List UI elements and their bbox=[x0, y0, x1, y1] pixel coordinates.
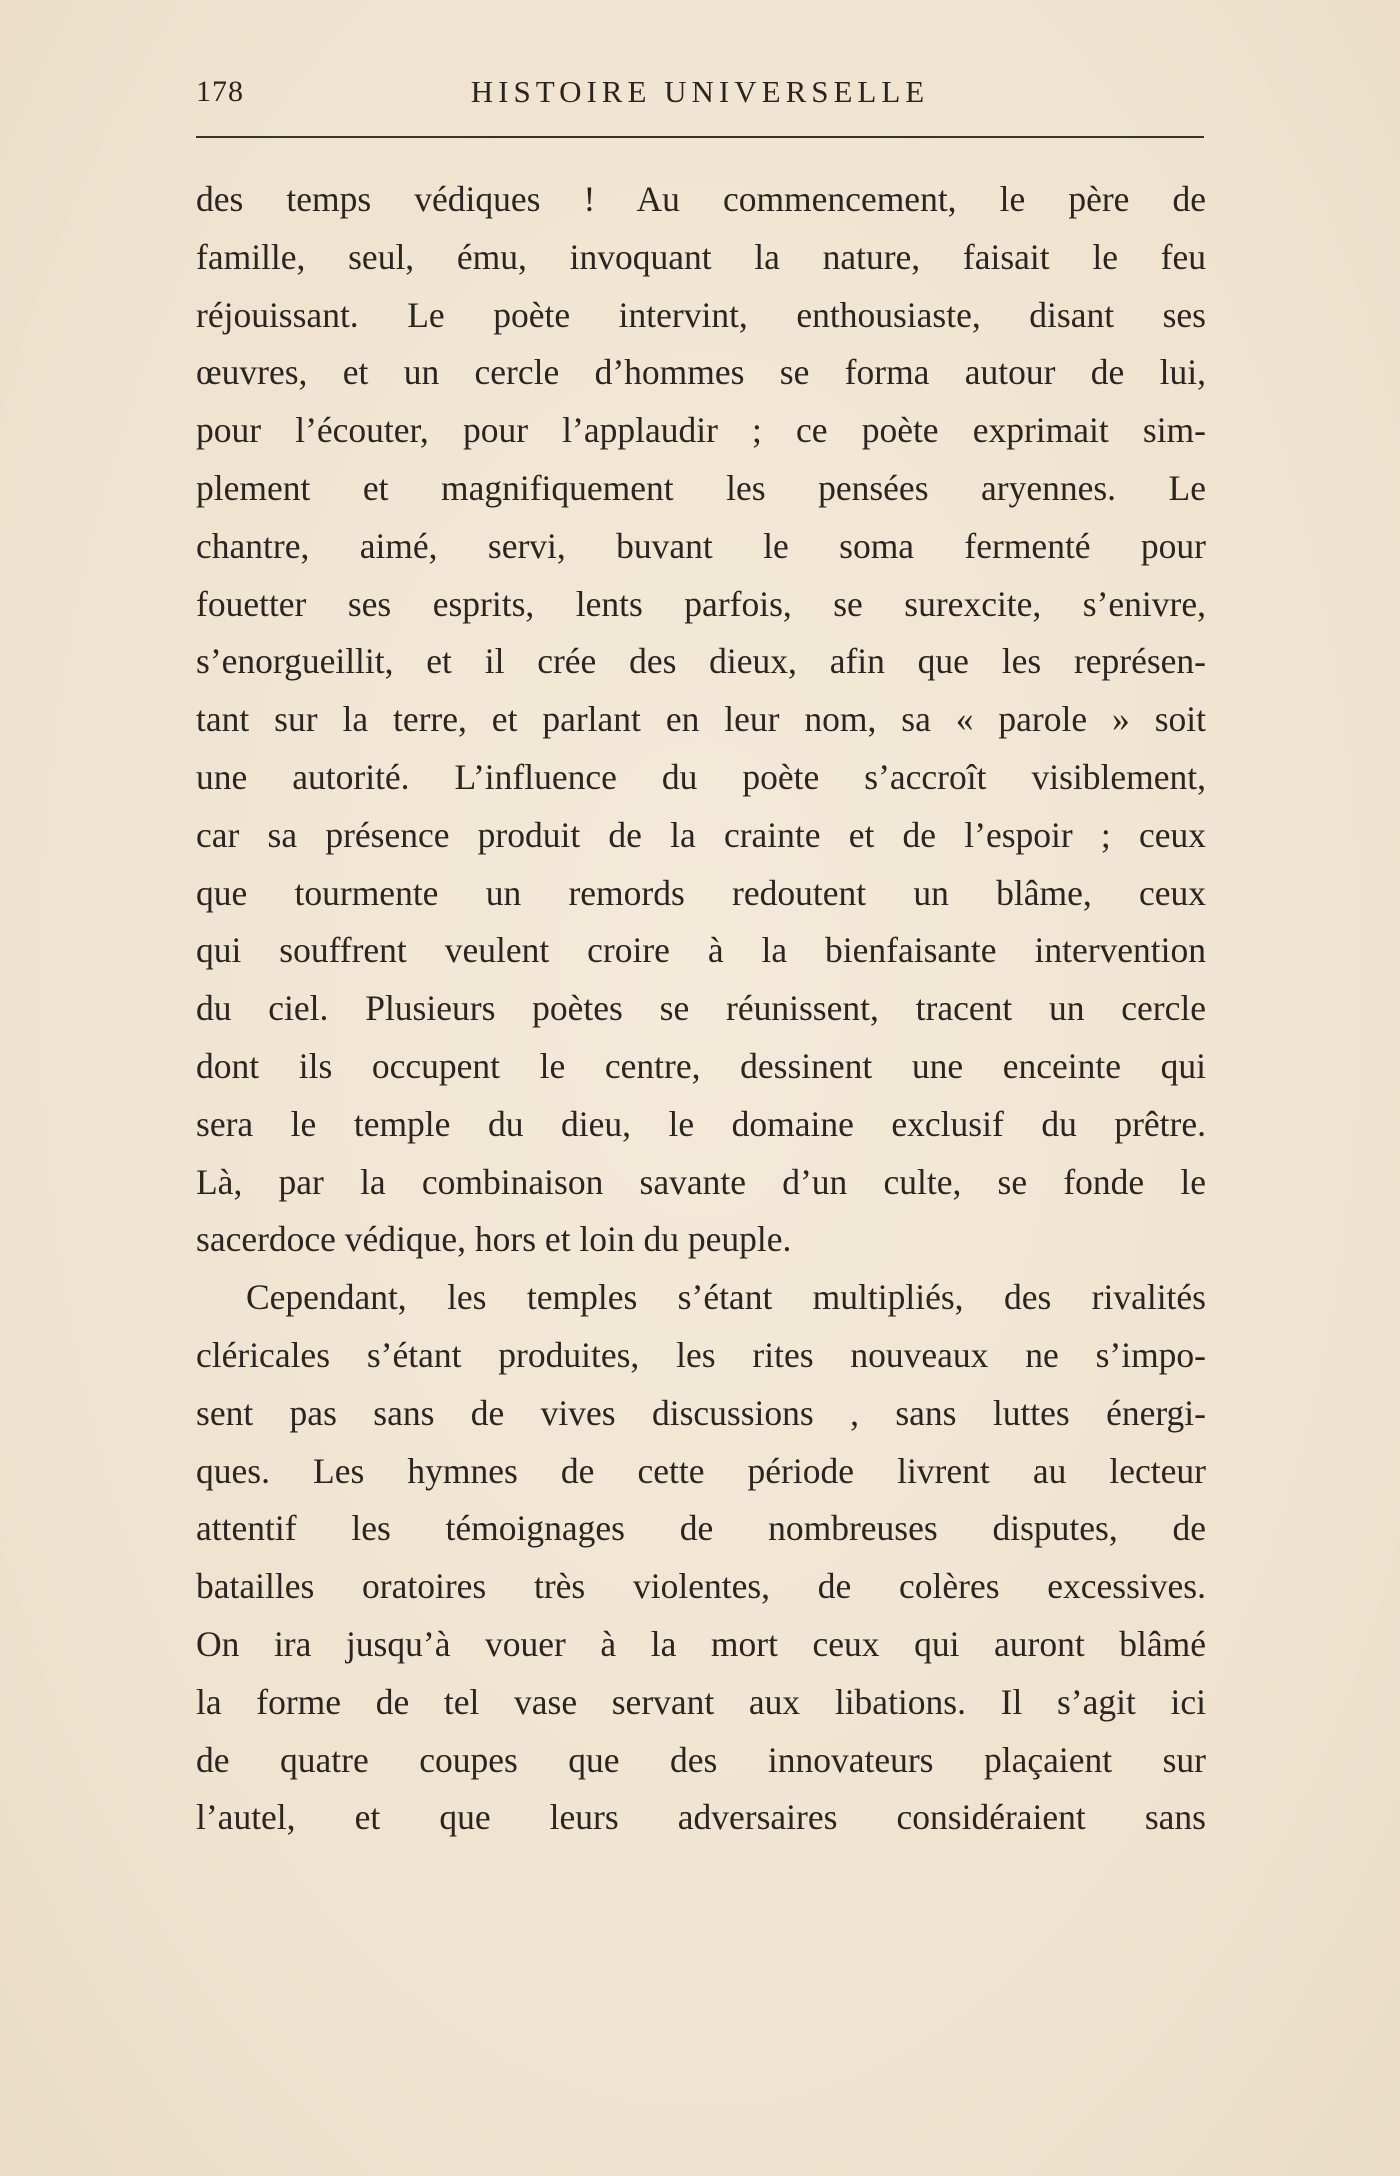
text-line: dont ils occupent le centre, dessinent une enceinte qui bbox=[196, 1045, 1206, 1086]
paragraph bbox=[196, 1269, 1206, 1847]
text-line: On ira jusqu’à vouer à la mort ceux qui auront blâmé bbox=[196, 1623, 1206, 1664]
header-rule bbox=[196, 136, 1204, 138]
text-line: chantre, aimé, servi, buvant le soma fermenté pour bbox=[196, 525, 1206, 566]
text-line: tant sur la terre, et parlant en leur nom, sa « parole » soit bbox=[196, 699, 1206, 740]
text-line: fouetter ses esprits, lents parfois, se surexcite, s’enivre, bbox=[196, 583, 1206, 624]
text-line: cléricales s’étant produites, les rites nouveaux ne s’impo- bbox=[196, 1334, 1206, 1375]
text-line: pour l’écouter, pour l’applaudir ; ce poète exprimait sim- bbox=[196, 410, 1206, 451]
body-text bbox=[196, 171, 1206, 1847]
text-line: ques. Les hymnes de cette période livrent au lecteur bbox=[196, 1450, 1206, 1491]
text-line: de quatre coupes que des innovateurs plaçaient sur bbox=[196, 1739, 1206, 1780]
text-line: Là, par la combinaison savante d’un culte, se fonde le bbox=[196, 1161, 1206, 1202]
text-line: l’autel, et que leurs adversaires considéraient sans bbox=[196, 1797, 1206, 1838]
paragraph bbox=[196, 171, 1206, 1269]
text-line: sent pas sans de vives discussions , sans luttes énergi- bbox=[196, 1392, 1206, 1433]
text-line: Cependant, les temples s’étant multipliés, des rivalités bbox=[246, 1277, 1206, 1318]
text-line: plement et magnifiquement les pensées aryennes. Le bbox=[196, 467, 1206, 508]
running-head bbox=[196, 70, 1204, 114]
page-number: 178 bbox=[196, 75, 244, 108]
text-line: attentif les témoignages de nombreuses disputes, de bbox=[196, 1508, 1206, 1549]
text-line: s’enorgueillit, et il crée des dieux, afin que les représen- bbox=[196, 641, 1206, 682]
text-line: une autorité. L’influence du poète s’accroît visiblement, bbox=[196, 756, 1206, 797]
text-line: œuvres, et un cercle d’hommes se forma autour de lui, bbox=[196, 352, 1206, 393]
running-title: HISTOIRE UNIVERSELLE bbox=[470, 74, 930, 109]
text-line: car sa présence produit de la crainte et de l’espoir ; ceux bbox=[196, 814, 1206, 855]
text-line: que tourmente un remords redoutent un blâme, ceux bbox=[196, 872, 1206, 913]
text-line: qui souffrent veulent croire à la bienfaisante intervention bbox=[196, 930, 1206, 971]
text-line: sacerdoce védique, hors et loin du peuple. bbox=[196, 1219, 792, 1260]
text-line: sera le temple du dieu, le domaine exclusif du prêtre. bbox=[196, 1103, 1206, 1144]
text-line: famille, seul, ému, invoquant la nature, faisait le feu bbox=[196, 236, 1206, 277]
text-line: des temps védiques ! Au commencement, le père de bbox=[196, 179, 1206, 219]
text-line: batailles oratoires très violentes, de colères excessives. bbox=[196, 1566, 1206, 1607]
text-line: la forme de tel vase servant aux libations. Il s’agit ici bbox=[196, 1681, 1206, 1722]
text-line: du ciel. Plusieurs poètes se réunissent, tracent un cercle bbox=[196, 988, 1206, 1029]
text-line: réjouissant. Le poète intervint, enthousiaste, disant ses bbox=[196, 294, 1206, 335]
